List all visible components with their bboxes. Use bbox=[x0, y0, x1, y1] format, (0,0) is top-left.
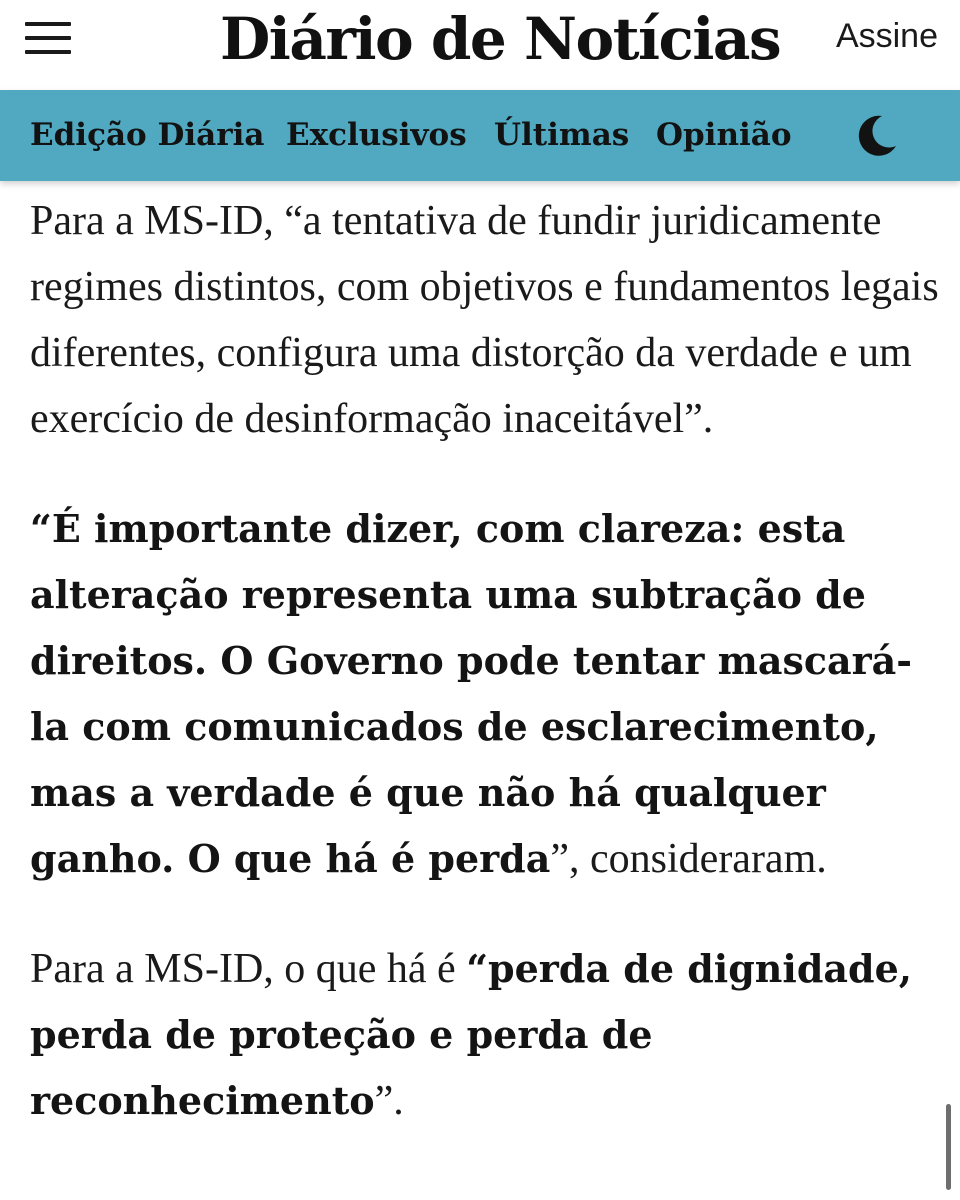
article-paragraph bbox=[30, 496, 940, 892]
hamburger-menu-icon[interactable] bbox=[25, 20, 71, 56]
moon-icon[interactable] bbox=[852, 112, 900, 160]
menu-line bbox=[25, 36, 71, 40]
quote-attribution: ”, consideraram. bbox=[550, 836, 827, 882]
article-paragraph bbox=[30, 936, 940, 1134]
subscribe-link[interactable]: Assine bbox=[835, 17, 938, 55]
nav-item-exclusivos[interactable]: Exclusivos bbox=[286, 117, 467, 153]
quote-bold: “perda de dignidade, perda de proteção e perda de reconhecimento bbox=[30, 946, 913, 1123]
nav-item-ultimas[interactable]: Últimas bbox=[494, 117, 630, 153]
top-header bbox=[0, 0, 960, 90]
menu-line bbox=[25, 22, 71, 26]
menu-line bbox=[25, 50, 71, 54]
site-logo[interactable]: Diário de Notícias bbox=[220, 5, 781, 73]
article-paragraph: Para a MS-ID, “a tentativa de fundir juridicamente regimes distintos, com objetivos e fundamentos legais diferentes, configura uma distorção da verdade e um exercício de desinformação inaceitável”. bbox=[30, 198, 939, 442]
paragraph-text: Para a MS-ID, o que há é bbox=[30, 946, 467, 992]
nav-item-edicao-diaria[interactable]: Edição Diária bbox=[30, 117, 265, 153]
paragraph-text: ”. bbox=[374, 1078, 404, 1124]
quote-bold: “É importante dizer, com clareza: esta alteração representa uma subtração de direitos. O Governo pode tentar mascará-la com comunicados de esclarecimento, mas a verdade é que não há qualquer ganho. O que há é perda bbox=[30, 506, 913, 881]
scrollbar-thumb[interactable] bbox=[946, 1104, 951, 1190]
article-body bbox=[30, 188, 940, 1134]
section-nav bbox=[0, 90, 960, 181]
nav-item-opiniao[interactable]: Opinião bbox=[656, 117, 792, 153]
